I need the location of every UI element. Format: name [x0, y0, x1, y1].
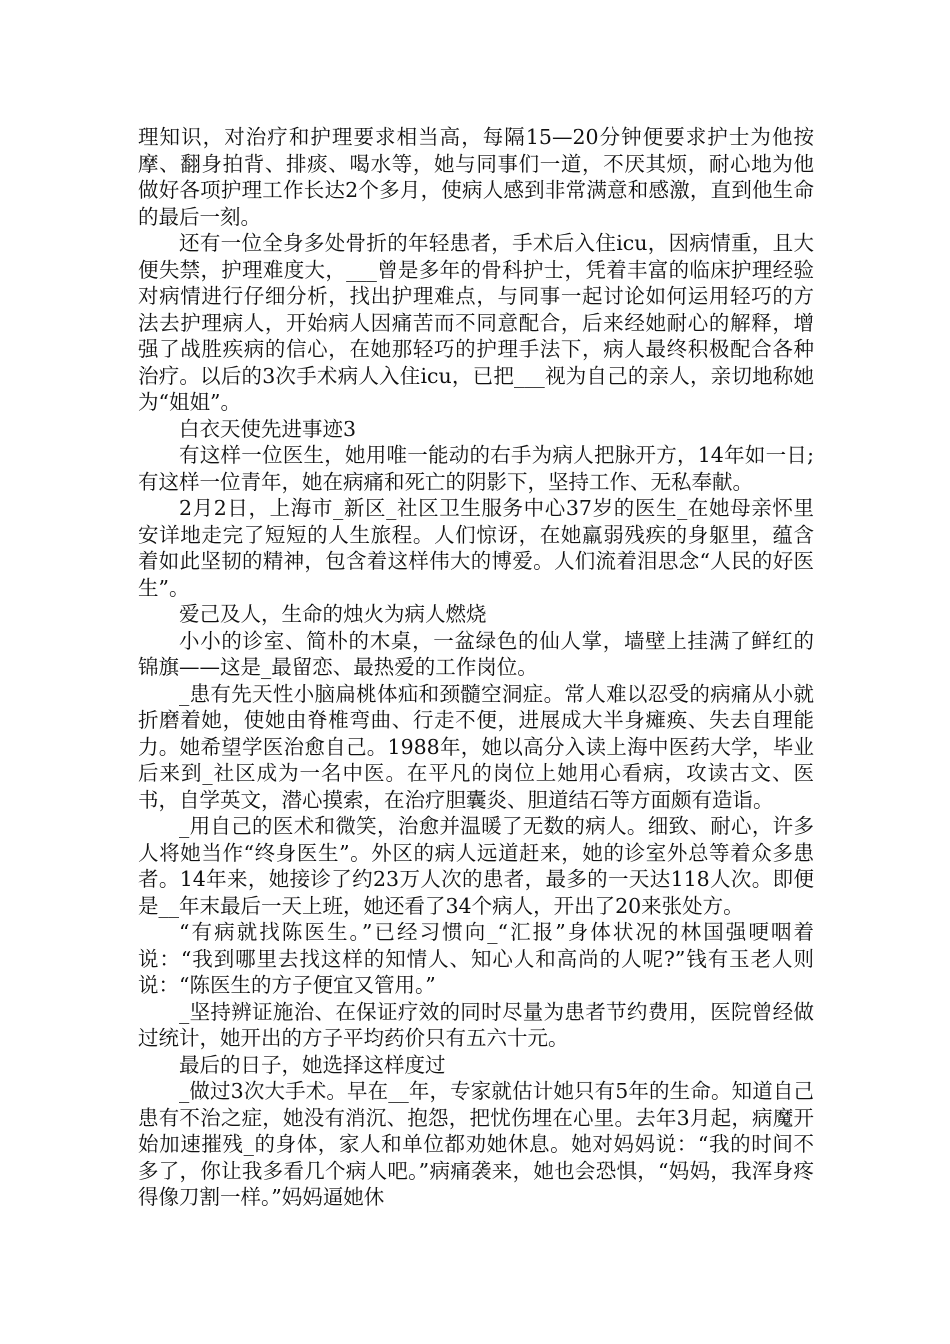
paragraph-5: 小小的诊室、简朴的木桌，一盆绿色的仙人掌，墙壁上挂满了鲜红的锦旗——这是_最留恋、最热爱的工作岗位。 [138, 628, 814, 679]
section-heading-3: 最后的日子，她选择这样度过 [179, 1052, 446, 1077]
section-heading-2: 爱己及人，生命的烛火为病人燃烧 [179, 602, 487, 626]
paragraph-4: 2月2日，上海市_新区_社区卫生服务中心37岁的医生_在她母亲怀里安详地走完了短短的人生旅程。人们惊讶，在她羸弱残疾的身躯里，蕴含着如此坚韧的精神，包含着这样伟大的博爱。人们流着泪思念“人民的好医生”。 [138, 496, 814, 600]
paragraph-7: _用自己的医术和微笑，治愈并温暖了无数的病人。细致、耐心，许多人将她当作“终身医生”。外区的病人远道赶来，她的诊室外总等着众多患者。14年来，她接诊了约23万人次的患者，最多的一天达118人次。即便是__年末最后一天上班，她还看了34个病人，开出了20来张处方。 [138, 814, 814, 918]
paragraph-3: 有这样一位医生，她用唯一能动的右手为病人把脉开方，14年如一日;有这样一位青年，她在病痛和死亡的阴影下，坚持工作、无私奉献。 [138, 443, 814, 494]
section-heading-1: 白衣天使先进事迹3 [179, 416, 357, 441]
document-page [138, 124, 814, 1211]
paragraph-6: _患有先天性小脑扁桃体疝和颈髓空洞症。常人难以忍受的病痛从小就折磨着她，使她由脊椎弯曲、行走不便，进展成大半身瘫痪、失去自理能力。她希望学医治愈自己。1988年，她以高分入读上海中医药大学，毕业后来到_社区成为一名中医。在平凡的岗位上她用心看病，攻读古文、医书，自学英文，潜心摸索，在治疗胆囊炎、胆道结石等方面颇有造诣。 [138, 681, 814, 812]
paragraph-10: _做过3次大手术。早在__年，专家就估计她只有5年的生命。知道自己患有不治之症，她没有消沉、抱怨，把忧伤埋在心里。去年3月起，病魔开始加速摧残_的身体，家人和单位都劝她休息。她对妈妈说：“我的时间不多了，你让我多看几个病人吧。”病痛袭来，她也会恐惧，“妈妈，我浑身疼得像刀割一样。”妈妈逼她休 [138, 1079, 814, 1209]
paragraph-8: “有病就找陈医生。”已经习惯向_“汇报”身体状况的林国强哽咽着说：“我到哪里去找这样的知情人、知心人和高尚的人呢?”钱有玉老人则说：“陈医生的方子便宜又管用。” [138, 920, 814, 997]
paragraph-9: _坚持辨证施治、在保证疗效的同时尽量为患者节约费用，医院曾经做过统计，她开出的方子平均药价只有五六十元。 [138, 999, 814, 1050]
paragraph-1: 理知识，对治疗和护理要求相当高，每隔15—20分钟便要求护士为他按摩、翻身拍背、排痰、喝水等，她与同事们一道，不厌其烦，耐心地为他做好各项护理工作长达2个多月，使病人感到非常满意和感激，直到他生命的最后一刻。 [138, 125, 814, 229]
paragraph-2: 还有一位全身多处骨折的年轻患者，手术后入住icu，因病情重，且大便失禁，护理难度大，___曾是多年的骨科护士，凭着丰富的临床护理经验对病情进行仔细分析，找出护理难点，与同事一起讨论如何运用轻巧的方法去护理病人，开始病人因痛苦而不同意配合，后来经她耐心的解释，增强了战胜疾病的信心，在她那轻巧的护理手法下，病人最终积极配合各种治疗。以后的3次手术病人入住icu，已把___视为自己的亲人，亲切地称她为“姐姐”。 [138, 231, 814, 414]
